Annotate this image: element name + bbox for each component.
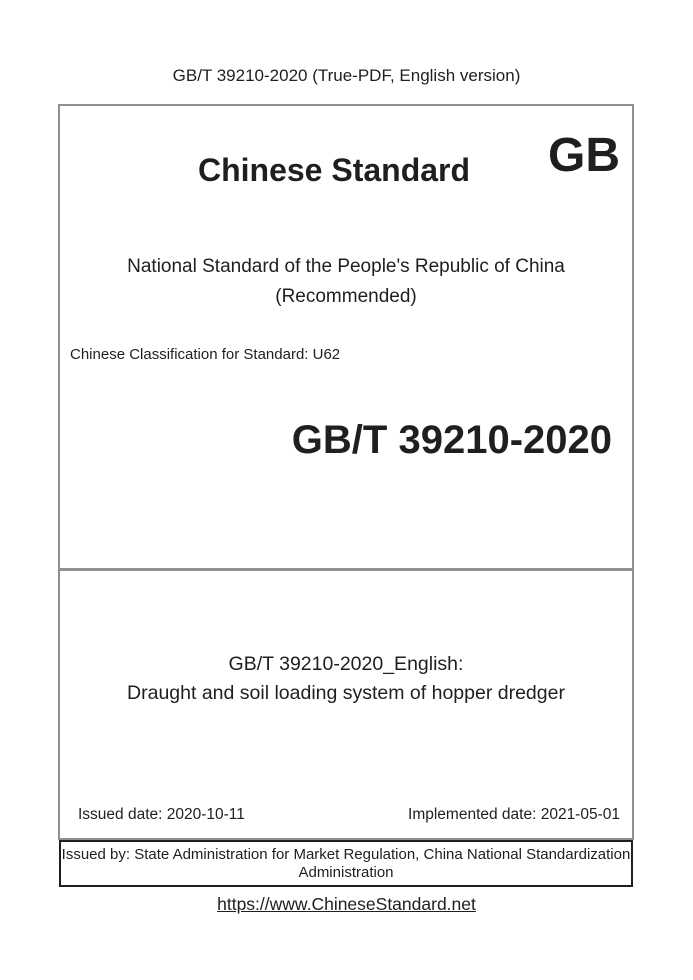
dates-row (78, 806, 620, 824)
issuer-box (59, 840, 633, 887)
footer (0, 894, 693, 915)
gb-logo: GB (548, 129, 620, 182)
cover-box (58, 104, 634, 570)
website-link[interactable]: https://www.ChineseStandard.net (217, 894, 476, 914)
title-box (58, 569, 634, 840)
implemented-date: Implemented date: 2021-05-01 (408, 806, 620, 823)
english-title-line1: GB/T 39210-2020_English: (228, 653, 464, 675)
english-title-line2: Draught and soil loading system of hopper dredger (127, 682, 565, 704)
national-standard-line: National Standard of the People's Republic of China (127, 256, 565, 277)
issued-date: Issued date: 2020-10-11 (78, 806, 245, 823)
issuer-line1: Issued by: State Administration for Market Regulation, China National Standardization (61, 846, 631, 863)
classification-line: Chinese Classification for Standard: U62 (70, 346, 341, 363)
document-header-title: GB/T 39210-2020 (True-PDF, English version) (172, 66, 521, 85)
brand-title: Chinese Standard (197, 152, 471, 188)
standard-code: GB/T 39210-2020 (291, 418, 612, 462)
issuer-line2: Administration (298, 864, 394, 881)
recommended-line: (Recommended) (275, 286, 417, 307)
